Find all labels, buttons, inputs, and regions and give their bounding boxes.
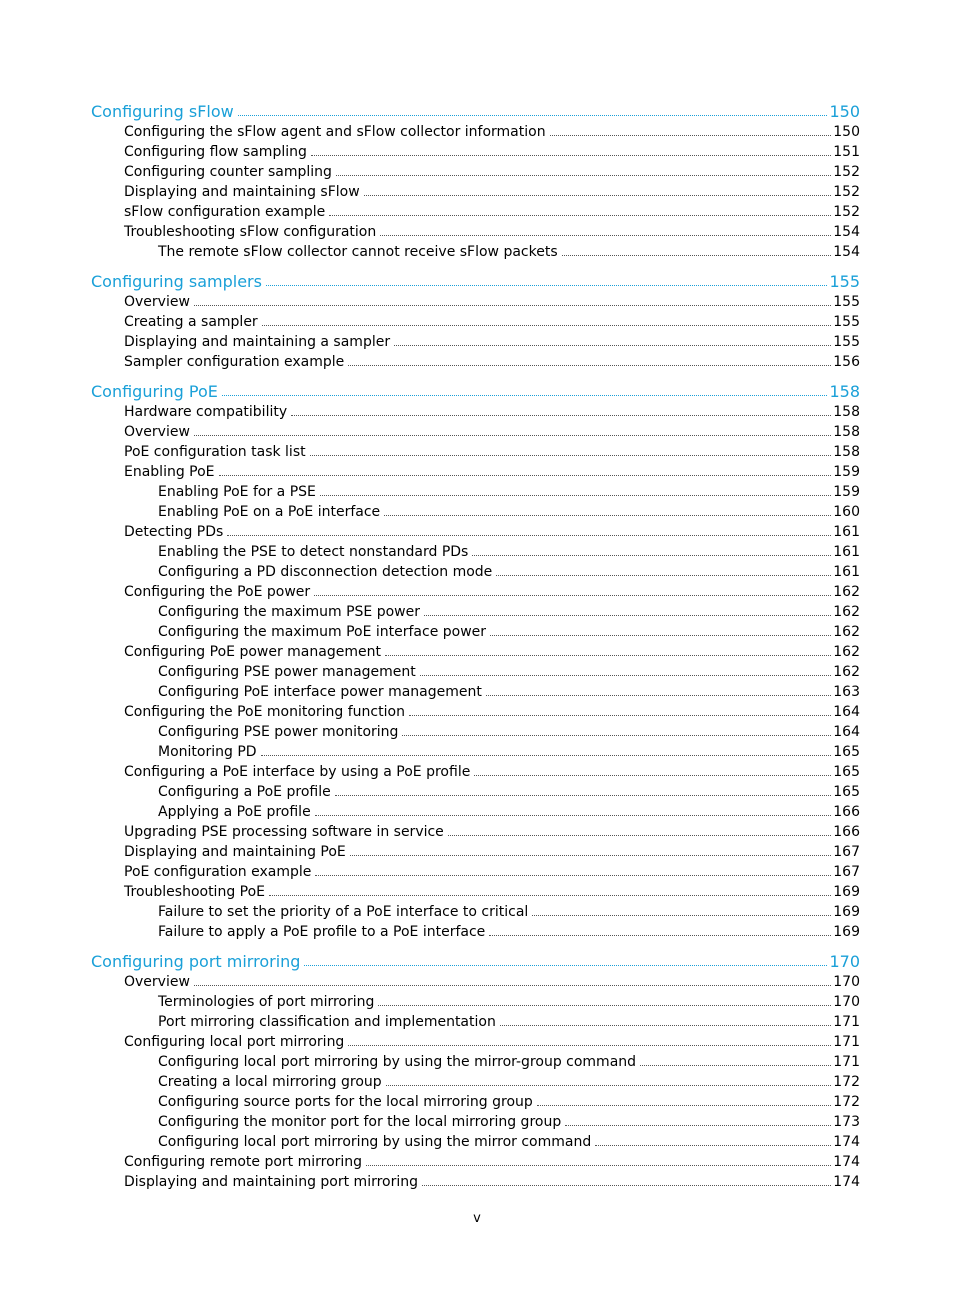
toc-entry-title: Monitoring PD: [158, 744, 257, 760]
toc-entry-page: 162: [833, 624, 860, 640]
dot-leader: [420, 674, 831, 676]
dot-leader: [310, 454, 832, 456]
dot-leader: [194, 984, 831, 986]
dot-leader: [336, 174, 831, 176]
toc-entry-title: Displaying and maintaining port mirroring: [124, 1174, 419, 1190]
toc-entry-link[interactable]: [124, 421, 860, 441]
dot-leader: [222, 394, 828, 396]
toc-entry-link[interactable]: [124, 1171, 860, 1191]
toc-entry-link[interactable]: [158, 1011, 860, 1031]
toc-entry-page: 163: [833, 684, 860, 700]
dot-leader: [448, 834, 831, 836]
toc-entry-title: Configuring samplers: [91, 272, 262, 291]
toc-entry-title: Displaying and maintaining PoE: [124, 844, 346, 860]
toc-entry-link[interactable]: [158, 721, 860, 741]
toc-entry-page: 172: [833, 1094, 860, 1110]
toc-entry-title: PoE configuration example: [124, 864, 312, 880]
toc-entry-title: Enabling the PSE to detect nonstandard PDs: [158, 544, 469, 560]
toc-entry-link[interactable]: [158, 481, 860, 501]
toc-entry-page: 154: [833, 244, 860, 260]
toc-entry-title: Configuring PoE interface power management: [158, 684, 482, 700]
toc-entry-link[interactable]: [158, 601, 860, 621]
toc-entry-title: Detecting PDs: [124, 524, 224, 540]
toc-entry-page: 166: [833, 824, 860, 840]
toc-entry-page: 165: [833, 764, 860, 780]
dot-leader: [194, 434, 831, 436]
toc-entry-link[interactable]: [158, 681, 860, 701]
toc-entry-title: Configuring PSE power management: [158, 664, 416, 680]
toc-entry-link[interactable]: [158, 241, 860, 261]
toc-entry-title: Configuring a PD disconnection detection mode: [158, 564, 493, 580]
toc-entry-page: 174: [833, 1134, 860, 1150]
toc-entry-link[interactable]: [124, 761, 860, 781]
dot-leader: [314, 594, 831, 596]
toc-entry-link[interactable]: [124, 121, 860, 141]
toc-entry-page: 156: [833, 354, 860, 370]
toc-entry-page: 158: [833, 444, 860, 460]
toc-entry-page: 174: [833, 1154, 860, 1170]
dot-leader: [537, 1104, 831, 1106]
toc-entry-page: 150: [833, 124, 860, 140]
toc-entry-page: 154: [833, 224, 860, 240]
dot-leader: [219, 474, 832, 476]
dot-leader: [350, 854, 832, 856]
dot-leader: [378, 1004, 831, 1006]
toc-entry-title: Terminologies of port mirroring: [158, 994, 375, 1010]
dot-leader: [311, 154, 831, 156]
toc-entry-title: Configuring local port mirroring by using the mirror command: [158, 1134, 592, 1150]
toc-entry-link[interactable]: [124, 221, 860, 241]
toc-entry-link[interactable]: [158, 921, 860, 941]
dot-leader: [565, 1124, 831, 1126]
toc-entry-title: Creating a sampler: [124, 314, 258, 330]
toc-entry-link[interactable]: [124, 841, 860, 861]
table-of-contents: [0, 100, 954, 1191]
toc-entry-link[interactable]: [124, 161, 860, 181]
dot-leader: [474, 774, 831, 776]
toc-entry-link[interactable]: [124, 401, 860, 421]
toc-entry-title: Configuring PSE power monitoring: [158, 724, 399, 740]
dot-leader: [472, 554, 831, 556]
toc-entry-page: 173: [833, 1114, 860, 1130]
toc-entry-title: sFlow configuration example: [124, 204, 326, 220]
section-gap: [0, 941, 954, 950]
toc-entry-link[interactable]: [158, 621, 860, 641]
toc-entry-page: 164: [833, 704, 860, 720]
section-gap: [0, 371, 954, 380]
toc-entry-page: 164: [833, 724, 860, 740]
toc-entry-title: Enabling PoE on a PoE interface: [158, 504, 381, 520]
toc-entry-link[interactable]: [124, 461, 860, 481]
toc-entry-page: 165: [833, 784, 860, 800]
dot-leader: [348, 364, 831, 366]
toc-entry-title: PoE configuration task list: [124, 444, 306, 460]
toc-entry-title: Enabling PoE: [124, 464, 215, 480]
toc-entry-title: Configuring PoE: [91, 382, 218, 401]
toc-entry-title: Configuring local port mirroring: [124, 1034, 345, 1050]
toc-entry-title: Configuring the monitor port for the local mirroring group: [158, 1114, 562, 1130]
toc-entry-page: 162: [833, 604, 860, 620]
toc-entry-title: Overview: [124, 974, 190, 990]
dot-leader: [320, 494, 831, 496]
toc-entry-page: 152: [833, 184, 860, 200]
toc-entry-link[interactable]: [158, 1071, 860, 1091]
toc-entry-link[interactable]: [158, 1131, 860, 1151]
dot-leader: [424, 614, 831, 616]
toc-entry-page: 167: [833, 844, 860, 860]
dot-leader: [409, 714, 831, 716]
toc-entry-title: Failure to apply a PoE profile to a PoE interface: [158, 924, 486, 940]
toc-entry-link[interactable]: [124, 1151, 860, 1171]
toc-entry-page: 162: [833, 664, 860, 680]
toc-entry-title: Creating a local mirroring group: [158, 1074, 382, 1090]
dot-leader: [262, 324, 832, 326]
toc-entry-title: Configuring the sFlow agent and sFlow collector information: [124, 124, 546, 140]
toc-entry-title: Upgrading PSE processing software in service: [124, 824, 444, 840]
toc-entry-page: 167: [833, 864, 860, 880]
toc-chapter-link[interactable]: [91, 380, 860, 401]
toc-entry-page: 170: [833, 994, 860, 1010]
dot-leader: [227, 534, 831, 536]
toc-entry-title: Failure to set the priority of a PoE interface to critical: [158, 904, 529, 920]
toc-entry-title: Configuring source ports for the local mirroring group: [158, 1094, 533, 1110]
toc-entry-page: 172: [833, 1074, 860, 1090]
dot-leader: [194, 304, 831, 306]
toc-entry-link[interactable]: [158, 1051, 860, 1071]
toc-entry-link[interactable]: [124, 351, 860, 371]
toc-entry-title: Hardware compatibility: [124, 404, 288, 420]
toc-entry-link[interactable]: [124, 291, 860, 311]
dot-leader: [348, 1044, 831, 1046]
dot-leader: [532, 914, 831, 916]
toc-entry-page: 161: [833, 564, 860, 580]
toc-entry-page: 161: [833, 544, 860, 560]
toc-entry-page: 155: [829, 272, 860, 291]
toc-entry-page: 152: [833, 204, 860, 220]
toc-entry-link[interactable]: [158, 541, 860, 561]
dot-leader: [385, 654, 831, 656]
toc-entry-title: Configuring a PoE interface by using a PoE profile: [124, 764, 471, 780]
toc-entry-page: 155: [833, 314, 860, 330]
toc-entry-page: 159: [833, 464, 860, 480]
dot-leader: [486, 694, 831, 696]
dot-leader: [266, 284, 827, 286]
dot-leader: [402, 734, 831, 736]
toc-entry-link[interactable]: [124, 641, 860, 661]
toc-entry-title: Configuring local port mirroring by using the mirror-group command: [158, 1054, 637, 1070]
toc-entry-page: 160: [833, 504, 860, 520]
dot-leader: [315, 814, 832, 816]
toc-entry-page: 150: [829, 102, 860, 121]
toc-entry-title: Configuring the maximum PoE interface power: [158, 624, 487, 640]
toc-entry-title: Configuring port mirroring: [91, 952, 301, 971]
toc-entry-page: 169: [833, 884, 860, 900]
toc-entry-link[interactable]: [124, 441, 860, 461]
toc-entry-title: Configuring sFlow: [91, 102, 234, 121]
toc-entry-link[interactable]: [158, 741, 860, 761]
dot-leader: [335, 794, 832, 796]
toc-entry-title: Configuring PoE power management: [124, 644, 381, 660]
toc-entry-title: Overview: [124, 424, 190, 440]
toc-entry-title: Displaying and maintaining a sampler: [124, 334, 391, 350]
toc-chapter-link[interactable]: [91, 100, 860, 121]
toc-entry-title: The remote sFlow collector cannot receive sFlow packets: [158, 244, 558, 260]
toc-entry-page: 155: [833, 334, 860, 350]
toc-entry-link[interactable]: [124, 971, 860, 991]
toc-entry-title: Troubleshooting sFlow configuration: [124, 224, 377, 240]
toc-entry-page: 171: [833, 1034, 860, 1050]
dot-leader: [640, 1064, 831, 1066]
toc-entry-page: 158: [833, 424, 860, 440]
section-gap: [0, 261, 954, 270]
toc-entry-link[interactable]: [124, 331, 860, 351]
toc-entry-link[interactable]: [124, 181, 860, 201]
toc-entry-link[interactable]: [124, 881, 860, 901]
toc-entry-link[interactable]: [158, 501, 860, 521]
toc-entry-link[interactable]: [124, 581, 860, 601]
dot-leader: [550, 134, 832, 136]
toc-entry-title: Sampler configuration example: [124, 354, 345, 370]
toc-entry-page: 158: [833, 404, 860, 420]
dot-leader: [269, 894, 831, 896]
toc-entry-title: Configuring flow sampling: [124, 144, 307, 160]
toc-entry-link[interactable]: [124, 701, 860, 721]
toc-entry-title: Configuring counter sampling: [124, 164, 332, 180]
dot-leader: [489, 934, 831, 936]
toc-entry-link[interactable]: [124, 141, 860, 161]
toc-chapter-link[interactable]: [91, 950, 860, 971]
dot-leader: [329, 214, 831, 216]
dot-leader: [422, 1184, 831, 1186]
toc-entry-page: 161: [833, 524, 860, 540]
toc-entry-link[interactable]: [124, 861, 860, 881]
toc-entry-title: Troubleshooting PoE: [124, 884, 266, 900]
dot-leader: [315, 874, 831, 876]
dot-leader: [291, 414, 831, 416]
toc-entry-title: Configuring the PoE power: [124, 584, 311, 600]
toc-entry-page: 159: [833, 484, 860, 500]
toc-entry-page: 151: [833, 144, 860, 160]
toc-entry-title: Configuring the PoE monitoring function: [124, 704, 405, 720]
toc-entry-title: Configuring remote port mirroring: [124, 1154, 363, 1170]
toc-entry-link[interactable]: [124, 201, 860, 221]
toc-entry-link[interactable]: [124, 1031, 860, 1051]
toc-entry-page: 155: [833, 294, 860, 310]
toc-entry-link[interactable]: [158, 1091, 860, 1111]
dot-leader: [500, 1024, 831, 1026]
toc-entry-link[interactable]: [124, 311, 860, 331]
toc-entry-page: 166: [833, 804, 860, 820]
toc-entry-link[interactable]: [158, 801, 860, 821]
toc-entry-page: 171: [833, 1054, 860, 1070]
toc-chapter-link[interactable]: [91, 270, 860, 291]
toc-entry-page: 152: [833, 164, 860, 180]
toc-entry-title: Displaying and maintaining sFlow: [124, 184, 360, 200]
toc-entry-page: 171: [833, 1014, 860, 1030]
dot-leader: [366, 1164, 831, 1166]
toc-entry-link[interactable]: [158, 661, 860, 681]
page-number: v: [473, 1211, 481, 1226]
dot-leader: [304, 964, 827, 966]
toc-entry-page: 162: [833, 644, 860, 660]
dot-leader: [364, 194, 832, 196]
toc-entry-page: 169: [833, 904, 860, 920]
dot-leader: [595, 1144, 831, 1146]
dot-leader: [384, 514, 831, 516]
dot-leader: [386, 1084, 832, 1086]
toc-entry-link[interactable]: [158, 561, 860, 581]
dot-leader: [380, 234, 831, 236]
dot-leader: [562, 254, 832, 256]
toc-entry-link[interactable]: [158, 991, 860, 1011]
toc-entry-title: Enabling PoE for a PSE: [158, 484, 316, 500]
dot-leader: [261, 754, 832, 756]
toc-entry-title: Configuring the maximum PSE power: [158, 604, 420, 620]
toc-entry-page: 170: [833, 974, 860, 990]
dot-leader: [394, 344, 831, 346]
dot-leader: [238, 114, 828, 116]
toc-entry-page: 169: [833, 924, 860, 940]
toc-entry-link[interactable]: [158, 781, 860, 801]
toc-entry-title: Overview: [124, 294, 190, 310]
dot-leader: [496, 574, 831, 576]
toc-entry-title: Applying a PoE profile: [158, 804, 311, 820]
toc-entry-page: 165: [833, 744, 860, 760]
toc-entry-link[interactable]: [124, 521, 860, 541]
toc-entry-link[interactable]: [124, 821, 860, 841]
toc-entry-link[interactable]: [158, 1111, 860, 1131]
dot-leader: [490, 634, 831, 636]
toc-entry-page: 170: [829, 952, 860, 971]
toc-entry-title: Port mirroring classification and implementation: [158, 1014, 496, 1030]
toc-entry-page: 158: [829, 382, 860, 401]
toc-entry-page: 162: [833, 584, 860, 600]
toc-entry-title: Configuring a PoE profile: [158, 784, 331, 800]
toc-entry-page: 174: [833, 1174, 860, 1190]
toc-entry-link[interactable]: [158, 901, 860, 921]
